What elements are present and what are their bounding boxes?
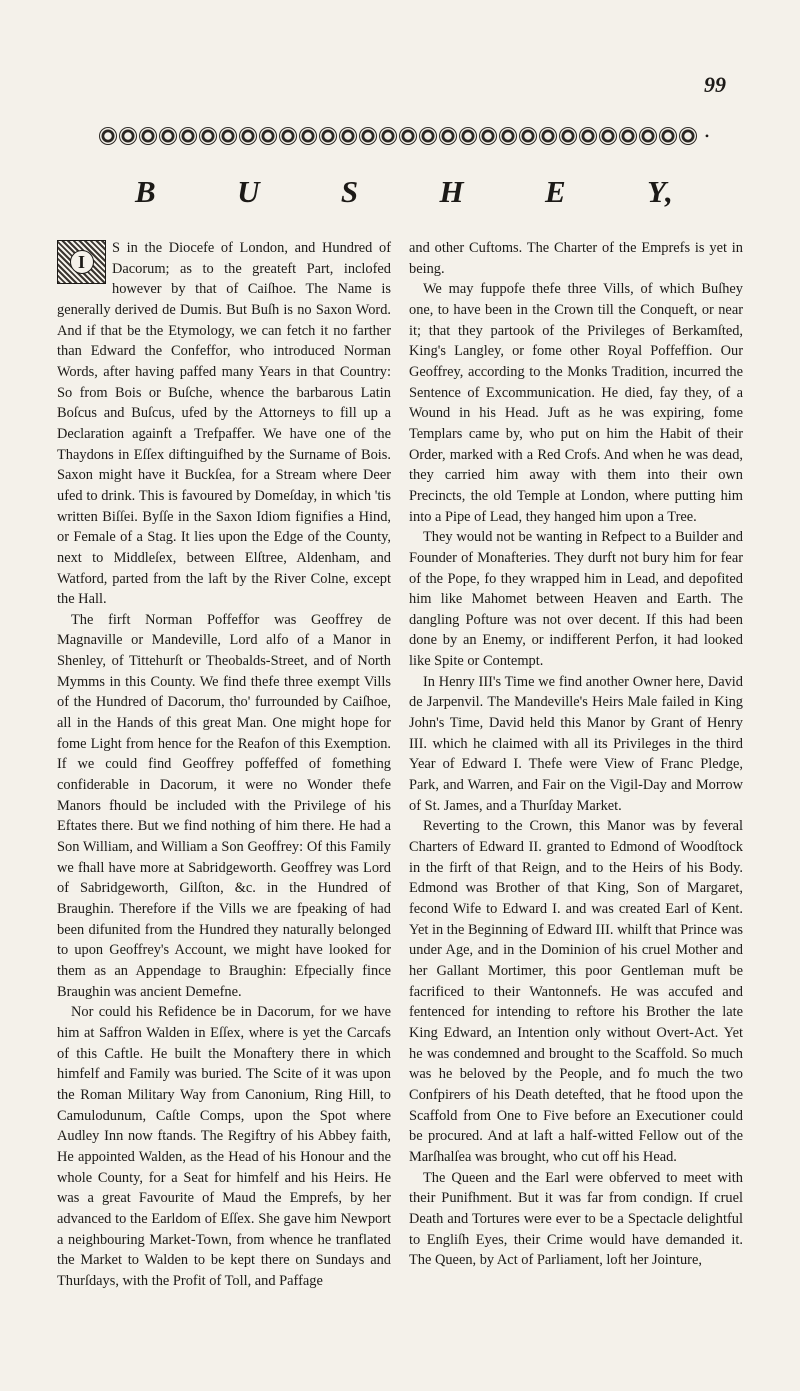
ornament-icon	[599, 127, 617, 145]
paragraph: In Henry III's Time we find another Owner here, David de Jarpenvil. The Mandeville's Heirs Male failed in King John's Time, David held this Manor by Grant of Henry III. which he claimed with all its Privileges in the third Year of Edward I. Thefe were View of Franc Pledge, Park, and Warren, and Fair on the Vigil-Day and Morrow of St. James, and a Thurſday Market.	[409, 673, 743, 814]
ornament-icon	[99, 127, 117, 145]
ornament-icon	[279, 127, 297, 145]
ornament-icon	[539, 127, 557, 145]
ornament-icon	[679, 127, 697, 145]
ornament-icon	[199, 127, 217, 145]
ornament-dot-icon: •	[704, 128, 710, 143]
right-column	[409, 238, 743, 1271]
ornament-icon	[159, 127, 177, 145]
left-column	[57, 238, 391, 1291]
ornament-icon	[639, 127, 657, 145]
ornament-icon	[299, 127, 317, 145]
paragraph: Reverting to the Crown, this Manor was by feveral Charters of Edward II. granted to Edmond of Woodſtock in the firft of that Reign, and to the Heirs of his Body. Edmond was Brother of that King, Son of Margaret, fecond Wife to Edward I. and was created Earl of Kent. Yet in the Beginning of Edward III. whilft that Prince was under Age, and in the Dominion of his cruel Mother and her Gallant Mortimer, this poor Gentleman muft be facrificed to their Wantonnefs. He was accufed and fentenced for intending to reftore his Brother the late King Edward, an Intention only without Overt-Act. Yet he was condemned and brought to the Scaffold. So much was he beloved by the People, and fo much the two Confpirers of his Death detefted, that he ftood upon the Scaffold from One to Five before an Executioner could be procured. And at laft a half-witted Fellow out of the Marſhalſea was brought, who cut off his Head.	[409, 818, 743, 1165]
ornament-icon	[379, 127, 397, 145]
ornament-icon	[359, 127, 377, 145]
ornament-icon	[659, 127, 677, 145]
ornament-icon	[579, 127, 597, 145]
ornament-icon	[399, 127, 417, 145]
ornament-icon	[119, 127, 137, 145]
running-head-letter: B	[135, 174, 158, 209]
ornament-icon	[259, 127, 277, 145]
ornament-icon	[619, 127, 637, 145]
paragraph: The Queen and the Earl were obferved to meet with their Punifhment. But it was far from condign. If cruel Death and Tortures were ever to be a Spectacle delightful to Engliſh Eyes, their Crime would have demanded it. The Queen, by Act of Parliament, loft her Jointure,	[409, 1169, 743, 1269]
ornament-icon	[219, 127, 237, 145]
ornament-icon	[339, 127, 357, 145]
running-head-letter: Y,	[647, 174, 675, 209]
paragraph: S in the Diocefe of London, and Hundred of Dacorum; as to the greateft Part, inclofed however by that of Caiſhoe. The Name is generally derived de Dumis. But Buſh is no Saxon Word. And if that be the Etymology, we can fetch it no farther than Edward the Confeffor, who introduced Norman Words, after having paffed many Years in that Country: So from Bois or Buſche, whence the barbarous Latin Boſcus and Buſcus, ufed by the Attorneys to fill up a Declaration againft a Trefpaffer. We have one of the Thaydons in Eſſex diftinguifhed by the Surname of Bois. Saxon might have it Buckſea, for a Stream where Deer ufed to drink. This is favoured by Domeſday, in which 'tis written Biſſei. Byſſe in the Saxon Idiom fignifies a Hind, or Female of a Stag. It lies upon the Edge of the County, next to Middleſex, between Elſtree, Aldenham, and Watford, parted from the laft by the River Colne, except the Hall.	[57, 240, 391, 608]
ornament-icon	[419, 127, 437, 145]
ornament-icon	[139, 127, 157, 145]
paragraph: and other Cuftoms. The Charter of the Emprefs is yet in being.	[409, 240, 743, 277]
drop-cap	[57, 240, 106, 284]
running-head-letter: U	[237, 174, 262, 209]
ornament-icon	[319, 127, 337, 145]
running-head-letter: E	[545, 174, 568, 209]
ornament-icon	[559, 127, 577, 145]
ornament-icon	[179, 127, 197, 145]
ornament-icon	[519, 127, 537, 145]
paragraph: Nor could his Refidence be in Dacorum, for we have him at Saffron Walden in Eſſex, where is yet the Carcafs of this Caftle. He built the Monaftery there in which himfelf and Family was buried. The Scite of it was upon the Roman Military Way from Canonium, Ring Hill, to Camulodunum, Caſtle Comps, upon the Spot where Audley Inn now ftands. The Regiftry of his Abbey faith, He appointed Walden, as the Head of his Honour and the whole County, for a Seat for himfelf and his Heirs. He was a great Favourite of Maud the Emprefs, by her advanced to the Earldom of Eſſex. She gave him Newport a neighbouring Market-Town, from whence he tranflated the Market to Walden to be kept there on Sundays and Thurſdays, with the Profit of Toll, and Paffage	[57, 1004, 391, 1289]
ornament-icon	[239, 127, 257, 145]
paragraph: We may fuppofe thefe three Vills, of which Buſhey one, to have been in the Crown till the Conqueft, or near it; that they partook of the Privileges of Berkamſted, King's Langley, or fome other Royal Poffeffion. Our Geoffrey, according to the Monks Tradition, incurred the Sentence of Excommunication. He died, fay they, of a Wound in his Head. Juft as he was expiring, fome Templars came by, who put on him the Habit of their Order, marked with a Red Crofs. And when he was dead, they carried him away with them into their own Precincts, the old Temple at London, where putting him into a Pipe of Lead, they hanged him upon a Tree.	[409, 281, 743, 525]
page-number: 99	[704, 72, 726, 97]
ornament-icon	[459, 127, 477, 145]
drop-cap-letter: I	[70, 250, 94, 274]
paragraph: The firft Norman Poffeffor was Geoffrey de Magnaville or Mandeville, Lord alfo of a Manor in Shenley, of Tittehurſt or Theobalds-Street, and of North Mymms in this County. We find thefe three exempt Vills of the Hundred of Dacorum, tho' furrounded by Caiſhoe, all in the Hands of this great Man. One might hope for fome Light from hence for the Reafon of this Exemption. If we could find Geoffrey poffeffed of fomething confiderable in Dacorum, it were no Wonder thefe Manors fhould be included with the Privilege of his Eftates there. But we find nothing of him there. He had a Son William, and William a Son Geoffrey: Of this Family we fhall have more at Sabridgeworth. Geoffrey was Lord of Sabridgeworth, Gilſton, &c. in the Hundred of Braughin. Therefore if the Vills we are fpeaking of had been difunited from the Hundred they naturally belonged to upon Geoffrey's Account, we might have looked for them as an Appendage to Braughin: Efpecially fince Braughin was ancient Demefne.	[57, 611, 391, 1000]
ornamental-border	[80, 126, 728, 146]
running-head-letter: S	[340, 174, 361, 209]
ornament-icon	[479, 127, 497, 145]
running-head	[135, 174, 675, 210]
paragraph: They would not be wanting in Refpect to a Builder and Founder of Monafteries. They durft not bury him for fear of the Pope, fo they wrapped him in Lead, and depofited him like Mahomet between Heaven and Earth. The dangling Pofture was not over decent. If this had been done by an Enemy, or indifferent Perfon, it had looked like Spite or Contempt.	[409, 529, 743, 670]
running-head-letter: H	[439, 174, 466, 209]
ornament-icon	[499, 127, 517, 145]
ornament-icon	[439, 127, 457, 145]
